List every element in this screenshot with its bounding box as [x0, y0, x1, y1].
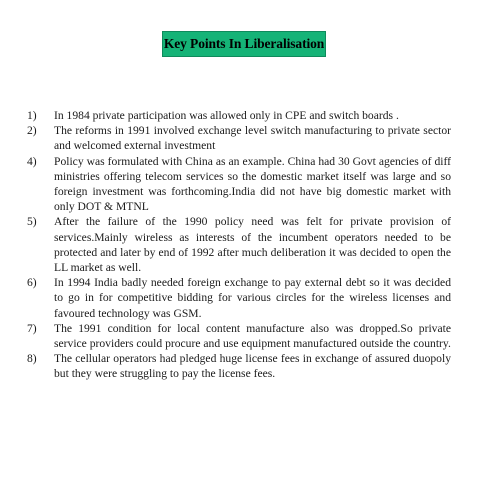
list-item-number: 8)	[27, 352, 37, 366]
list-item-text: In 1984 private participation was allowed only in CPE and switch boards .	[54, 109, 399, 122]
key-points-list	[27, 108, 451, 382]
list-item-number: 7)	[27, 321, 37, 335]
list-item	[27, 321, 451, 351]
list-item-number: 2)	[27, 124, 37, 138]
list-item	[27, 108, 451, 123]
title-banner	[162, 31, 326, 57]
list-item	[27, 214, 451, 275]
list-item	[27, 154, 451, 215]
list-item-text: After the failure of the 1990 policy need was felt for private provision of services.Mainly wireless as interests of the incumbent operators needed to be protected and later by end of 1992 after much deliberation it was decided to open the LL market as well.	[54, 215, 451, 275]
list-item-text: The reforms in 1991 involved exchange level switch manufacturing to private sector and welcomed external investment	[54, 124, 451, 153]
list-item-text: Policy was formulated with China as an example. China had 30 Govt agencies of diff ministries offering telecom services so the domestic market itself was large and so foreign investment was forthcoming.India did not have big domestic market with only DOT & MTNL	[54, 154, 451, 214]
list-item	[27, 351, 451, 381]
list-item-number: 6)	[27, 276, 37, 290]
list-item	[27, 123, 451, 153]
list-item-text: The 1991 condition for local content manufacture also was dropped.So private service providers could procure and use equipment manufactured outside the country.	[54, 321, 451, 351]
page-title: Key Points In Liberalisation	[163, 36, 325, 51]
list-item-number: 1)	[27, 109, 37, 122]
list-item-text: The cellular operators had pledged huge license fees in exchange of assured duopoly but they were struggling to pay the license fees.	[54, 352, 451, 381]
list-item-number: 4)	[27, 154, 37, 168]
list-item-text: In 1994 India badly needed foreign exchange to pay external debt so it was decided to go in for competitive bidding for various circles for the wireless licenses and favoured technology was GSM.	[54, 276, 451, 320]
list-item-number: 5)	[27, 215, 37, 229]
list-item	[27, 275, 451, 321]
